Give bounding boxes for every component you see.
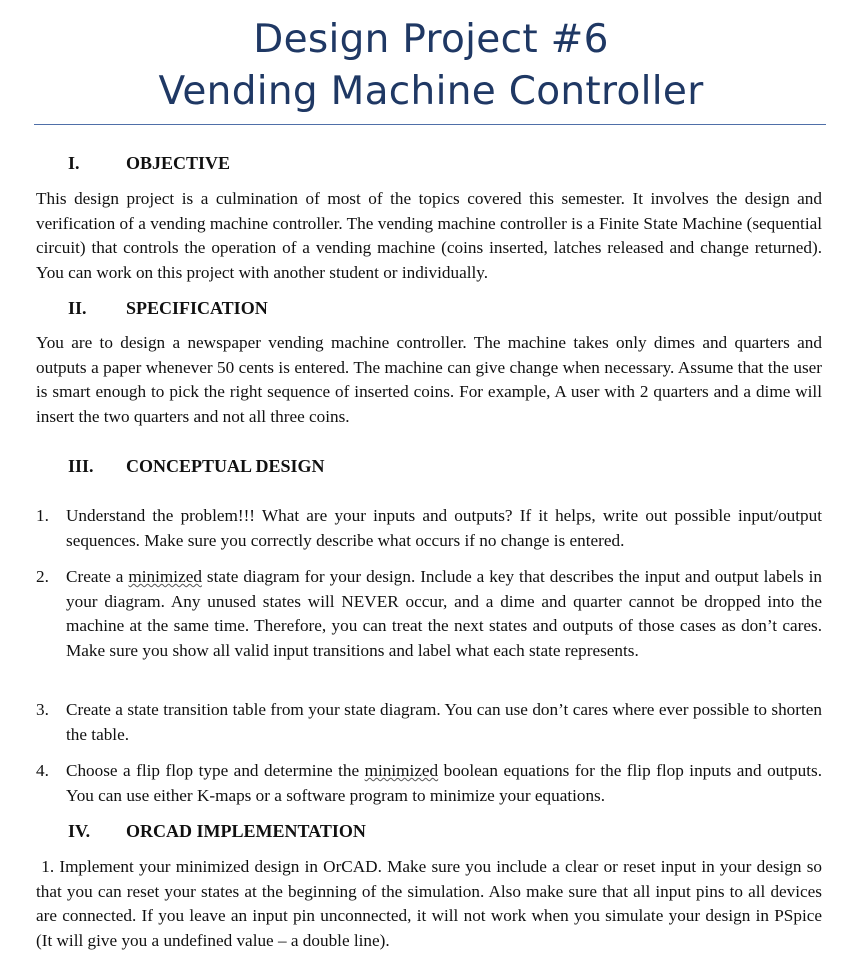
section-heading-objective bbox=[68, 151, 230, 175]
section-title: CONCEPTUAL DESIGN bbox=[126, 456, 325, 476]
list-item bbox=[36, 504, 822, 553]
section-number: II. bbox=[68, 298, 87, 318]
list-item bbox=[36, 759, 822, 808]
section-title: SPECIFICATION bbox=[126, 298, 268, 318]
objective-paragraph: This design project is a culmination of most of the topics covered this semester. It involves the design and verification of a vending machine controller. The vending machine controller is a Finite State Machine (sequential circuit) that controls the operation of a vending machine (coins inserted, latches released and change returned). You can work on this project with another student or individually. bbox=[36, 189, 822, 282]
section-heading-orcad-implementation bbox=[68, 819, 366, 843]
section-heading-specification bbox=[68, 296, 268, 320]
section-number: III. bbox=[68, 456, 94, 476]
document-title: Design Project #6 bbox=[253, 17, 609, 62]
section-heading-conceptual-design bbox=[68, 454, 325, 478]
list-number: 2. bbox=[36, 567, 49, 586]
section-title: ORCAD IMPLEMENTATION bbox=[126, 821, 366, 841]
list-item bbox=[36, 565, 822, 663]
list-text: Create a state transition table from your state diagram. You can use don’t cares where ever possible to shorten the table. bbox=[66, 700, 822, 744]
list-number: 1. bbox=[36, 506, 49, 525]
list-item bbox=[36, 698, 822, 747]
text-run: boolean equations for the flip flop inputs and outputs. You can use either K-maps or a software program to minimize your equations. bbox=[66, 761, 822, 805]
list-text bbox=[66, 759, 822, 808]
specification-paragraph: You are to design a newspaper vending machine controller. The machine takes only dimes and quarters and outputs a paper whenever 50 cents is entered. The machine can give change when necessary. Assume that the user is smart enough to pick the right sequence of inserted coins. For example, A user with 2 quarters and a dime will insert the two quarters and not all three coins. bbox=[36, 333, 822, 426]
section-title: OBJECTIVE bbox=[126, 153, 231, 173]
text-run: Create a bbox=[66, 567, 129, 586]
list-number: 3. bbox=[36, 700, 49, 719]
list-number: 4. bbox=[36, 761, 49, 780]
underlined-word: minimized bbox=[364, 761, 439, 780]
text-run: Choose a flip flop type and determine the bbox=[66, 761, 365, 780]
list-text bbox=[66, 565, 822, 663]
section-number: IV. bbox=[68, 821, 91, 841]
list-text: Understand the problem!!! What are your inputs and outputs? If it helps, write out possible input/output sequences. Make sure you correctly describe what occurs if no change is entered. bbox=[66, 506, 822, 550]
title-divider bbox=[34, 124, 826, 125]
orcad-paragraph: 1. Implement your minimized design in OrCAD. Make sure you include a clear or reset input in your design so that you can reset your states at the beginning of the simulation. Also make sure that all input pins to all devices are connected. If you leave an input pin unconnected, it will not work when you simulate your design in PSpice (It will give you a undefined value – a double line). bbox=[36, 857, 827, 950]
section-number: I. bbox=[68, 153, 80, 173]
document-subtitle: Vending Machine Controller bbox=[158, 69, 704, 114]
text-run: state diagram for your design. Include a key that describes the input and output labels in your diagram. Any unused states will NEVER occur, and a dime and quarter cannot be dropped into the machine at the same time. Therefore, you can treat the next states and outputs of those cases as don’t cares. Make sure you show all valid input transitions and label what each state represents. bbox=[66, 567, 823, 660]
underlined-word: minimized bbox=[128, 567, 202, 586]
